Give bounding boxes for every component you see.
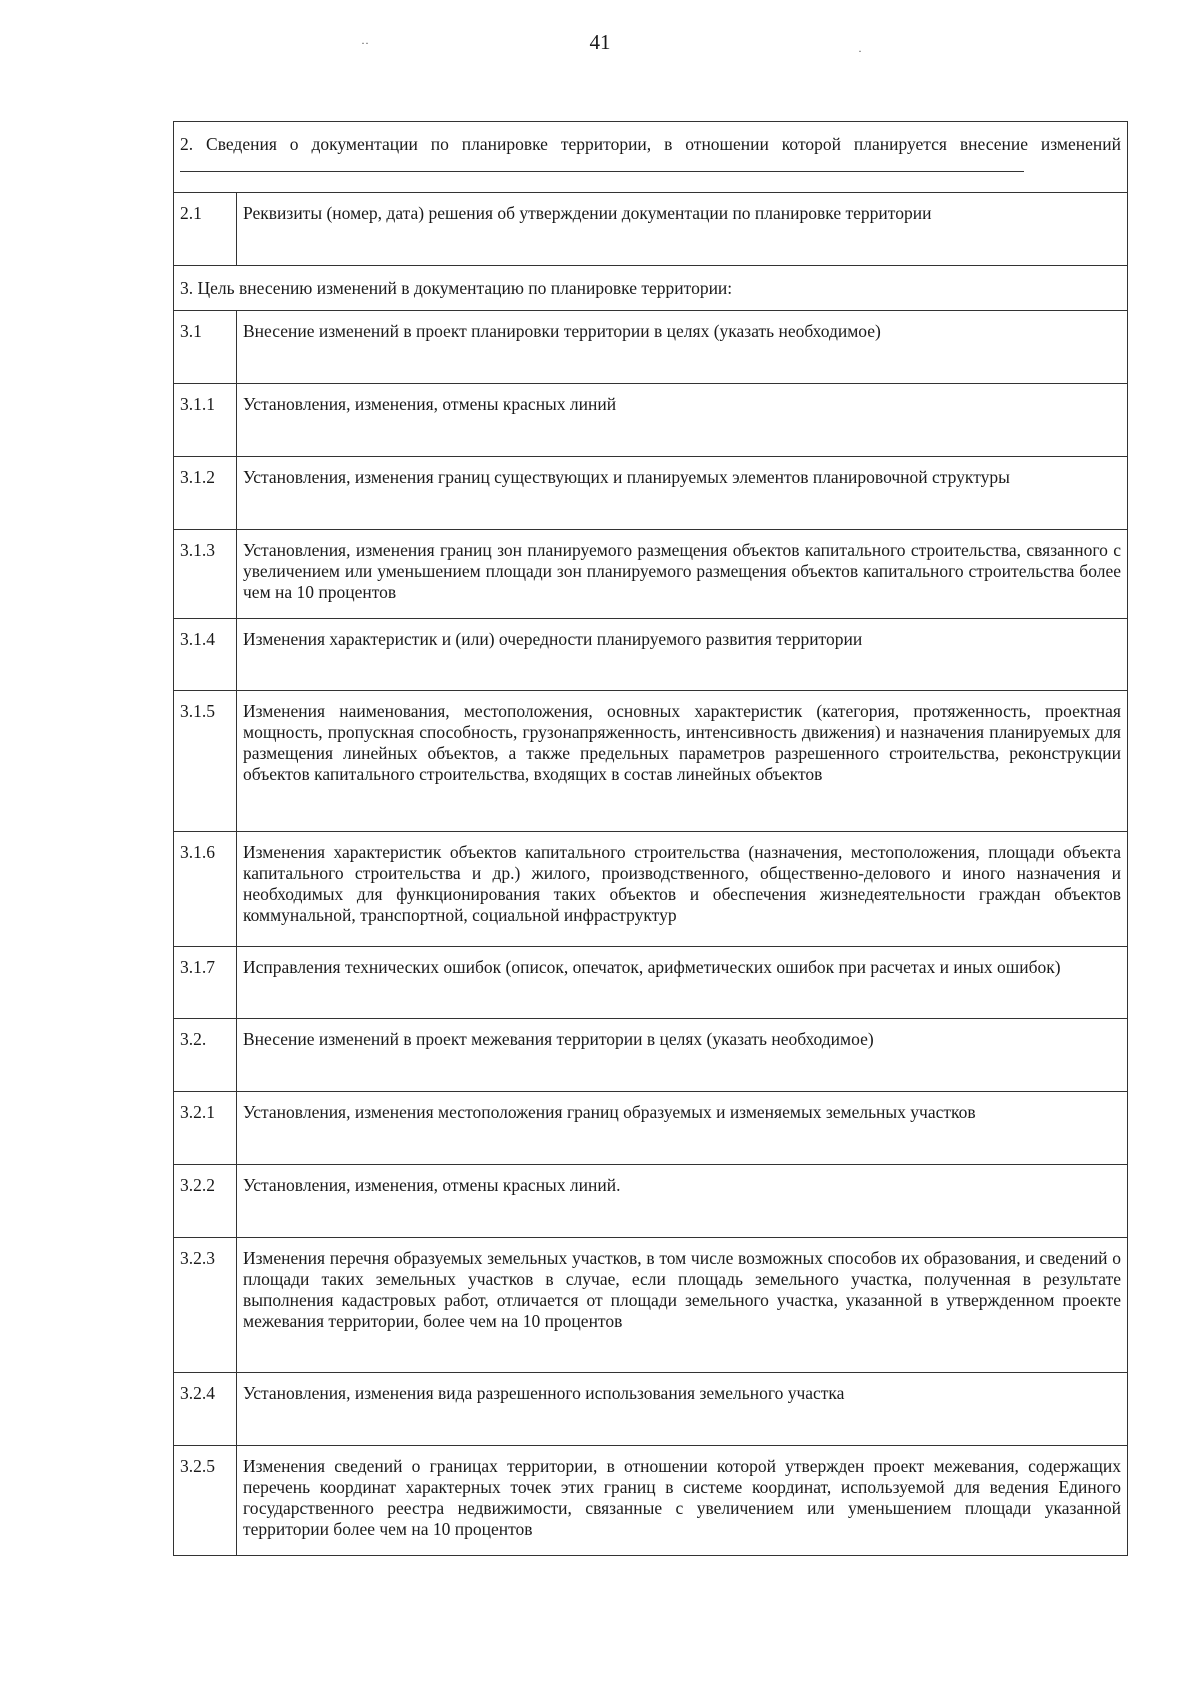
row-text: Исправления технических ошибок (описок, опечаток, арифметических ошибок при расчетах и иных ошибок) xyxy=(237,947,1128,1019)
fill-in-line xyxy=(180,155,1024,172)
table-row xyxy=(174,1165,1128,1238)
row-text: Установления, изменения местоположения границ образуемых и изменяемых земельных участков xyxy=(237,1092,1128,1165)
row-text: Установления, изменения границ зон планируемого размещения объектов капитального строительства, связанного с увеличением или уменьшением площади зон планируемого размещения объектов капитального строительства более чем на 10 процентов xyxy=(237,530,1128,619)
section-header-3 xyxy=(174,266,1128,311)
table-row xyxy=(174,1446,1128,1556)
page-number: 41 xyxy=(589,30,611,54)
section-header-text: 2. Сведения о документации по планировке территории, в отношении которой планируется внесение изменений xyxy=(180,134,1121,154)
table-row xyxy=(174,457,1128,530)
row-number: 3.2.4 xyxy=(174,1373,237,1446)
row-number: 3.2.5 xyxy=(174,1446,237,1556)
row-text: Изменения наименования, местоположения, основных характеристик (категория, протяженность, проектная мощность, пропускная способность, грузонапряженность, интенсивность движения) и назначения планируемых для размещения линейных объектов, а также предельных параметров разрешенного строительства, реконструкции объектов капитального строительства, входящих в состав линейных объектов xyxy=(237,691,1128,832)
row-text: Установления, изменения, отмены красных линий. xyxy=(237,1165,1128,1238)
row-number: 2.1 xyxy=(174,193,237,266)
table-row xyxy=(174,947,1128,1019)
row-text: Изменения перечня образуемых земельных участков, в том числе возможных способов их образования, и сведений о площади таких земельных участков в случае, если площадь земельного участка, полученная в результате выполнения кадастровых работ, отличается от площади земельного участка, указанной в утвержденном проекте межевания территории, более чем на 10 процентов xyxy=(237,1238,1128,1373)
table-row xyxy=(174,530,1128,619)
row-text: Изменения характеристик объектов капитального строительства (назначения, местоположения, площади объекта капитального строительства и др.) жилого, производственного, общественно-делового и иного назначения и необходимых для функционирования таких объектов и обеспечения жизнедеятельности граждан объектов коммунальной, транспортной, социальной инфраструктур xyxy=(237,832,1128,947)
row-text: Установления, изменения границ существующих и планируемых элементов планировочной структуры xyxy=(237,457,1128,530)
table-row xyxy=(174,832,1128,947)
table-row xyxy=(174,691,1128,832)
table-row xyxy=(174,619,1128,691)
table-row xyxy=(174,1373,1128,1446)
planning-changes-table xyxy=(173,121,1128,1556)
row-number: 3.1.1 xyxy=(174,384,237,457)
row-number: 3.2.3 xyxy=(174,1238,237,1373)
table-row xyxy=(174,384,1128,457)
row-number: 3.1.3 xyxy=(174,530,237,619)
table-row xyxy=(174,193,1128,266)
scan-speck: ·· xyxy=(361,36,369,50)
row-number: 3.2. xyxy=(174,1019,237,1092)
row-text: Установления, изменения, отмены красных линий xyxy=(237,384,1128,457)
row-text: Установления, изменения вида разрешенного использования земельного участка xyxy=(237,1373,1128,1446)
row-number: 3.1 xyxy=(174,311,237,384)
row-text: Внесение изменений в проект межевания территории в целях (указать необходимое) xyxy=(237,1019,1128,1092)
row-number: 3.1.6 xyxy=(174,832,237,947)
scan-speck: · xyxy=(858,44,862,58)
section-header-2 xyxy=(174,122,1128,193)
row-number: 3.1.5 xyxy=(174,691,237,832)
row-number: 3.2.2 xyxy=(174,1165,237,1238)
table-row xyxy=(174,1019,1128,1092)
row-text: Реквизиты (номер, дата) решения об утверждении документации по планировке территории xyxy=(237,193,1128,266)
row-text: Внесение изменений в проект планировки территории в целях (указать необходимое) xyxy=(237,311,1128,384)
table-row xyxy=(174,1238,1128,1373)
section-header-text: 3. Цель внесению изменений в документацию по планировке территории: xyxy=(174,266,1128,311)
row-number: 3.1.7 xyxy=(174,947,237,1019)
row-number: 3.1.4 xyxy=(174,619,237,691)
row-number: 3.1.2 xyxy=(174,457,237,530)
table-row xyxy=(174,1092,1128,1165)
row-text: Изменения сведений о границах территории, в отношении которой утвержден проект межевания, содержащих перечень координат характерных точек этих границ в системе координат, используемой для ведения Единого государственного реестра недвижимости, связанные с увеличением или уменьшением площади указанной территории более чем на 10 процентов xyxy=(237,1446,1128,1556)
table-row xyxy=(174,311,1128,384)
row-text: Изменения характеристик и (или) очередности планируемого развития территории xyxy=(237,619,1128,691)
row-number: 3.2.1 xyxy=(174,1092,237,1165)
section-header-cell xyxy=(174,122,1128,193)
